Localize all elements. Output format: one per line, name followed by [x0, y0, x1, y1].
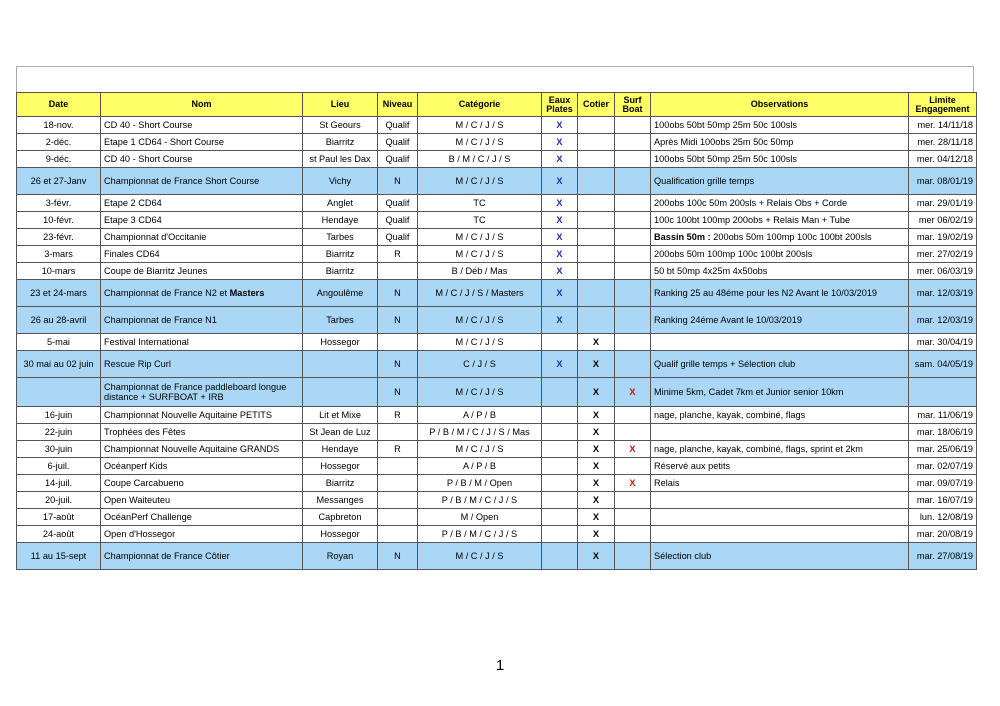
cell-categorie: M / Open	[418, 509, 542, 526]
table-row	[17, 134, 977, 151]
cell-categorie: P / B / M / Open	[418, 475, 542, 492]
cell-observations: 200obs 100c 50m 200sls + Relais Obs + Corde	[651, 195, 909, 212]
cell-lieu: Hossegor	[303, 526, 378, 543]
table-row	[17, 509, 977, 526]
cell-observations	[651, 424, 909, 441]
table-row	[17, 307, 977, 334]
cell-observations: Qualification grille temps	[651, 168, 909, 195]
cell-niveau	[378, 526, 418, 543]
cell-limite-engagement	[909, 378, 977, 407]
cell-surf-boat	[615, 195, 651, 212]
cell-observations: Bassin 50m : 200obs 50m 100mp 100c 100bt 200sls	[651, 229, 909, 246]
cell-surf-boat	[615, 117, 651, 134]
table-row	[17, 351, 977, 378]
cell-date: 14-juil.	[17, 475, 101, 492]
cell-observations	[651, 492, 909, 509]
cell-niveau	[378, 263, 418, 280]
cell-eaux-plates: X	[542, 307, 578, 334]
cell-niveau	[378, 458, 418, 475]
cell-limite-engagement: mar. 30/04/19	[909, 334, 977, 351]
cell-surf-boat	[615, 212, 651, 229]
cell-cotier	[578, 212, 615, 229]
cell-surf-boat	[615, 492, 651, 509]
cell-categorie: TC	[418, 195, 542, 212]
cell-surf-boat	[615, 458, 651, 475]
cell-surf-boat	[615, 407, 651, 424]
cell-eaux-plates: X	[542, 151, 578, 168]
cell-limite-engagement: mar. 12/03/19	[909, 307, 977, 334]
table-row	[17, 212, 977, 229]
cell-nom: Festival International	[101, 334, 303, 351]
cell-nom: Finales CD64	[101, 246, 303, 263]
table-row	[17, 229, 977, 246]
cell-date: 6-juil.	[17, 458, 101, 475]
cell-nom: Etape 3 CD64	[101, 212, 303, 229]
cell-lieu	[303, 378, 378, 407]
cell-surf-boat	[615, 168, 651, 195]
cell-niveau: R	[378, 441, 418, 458]
cell-nom: OcéanPerf Challenge	[101, 509, 303, 526]
cell-nom: Championnat de France Short Course	[101, 168, 303, 195]
cell-niveau: N	[378, 168, 418, 195]
cell-date: 10-mars	[17, 263, 101, 280]
table-body	[17, 117, 977, 570]
cell-date: 24-août	[17, 526, 101, 543]
cell-surf-boat	[615, 509, 651, 526]
cell-surf-boat	[615, 263, 651, 280]
table-row	[17, 151, 977, 168]
cell-nom: Rescue Rip Curl	[101, 351, 303, 378]
cell-lieu: Biarritz	[303, 134, 378, 151]
cell-cotier	[578, 229, 615, 246]
cell-niveau: Qualif	[378, 195, 418, 212]
cell-surf-boat	[615, 334, 651, 351]
cell-niveau: Qualif	[378, 151, 418, 168]
cell-limite-engagement: mer. 28/11/18	[909, 134, 977, 151]
cell-lieu: Biarritz	[303, 246, 378, 263]
cell-eaux-plates: X	[542, 212, 578, 229]
cell-niveau	[378, 475, 418, 492]
cell-limite-engagement: mar. 02/07/19	[909, 458, 977, 475]
cell-nom: Championnat de France Côtier	[101, 543, 303, 570]
cell-eaux-plates	[542, 492, 578, 509]
cell-categorie: M / C / J / S	[418, 117, 542, 134]
table-row	[17, 441, 977, 458]
cell-niveau: N	[378, 543, 418, 570]
header-categorie: Catégorie	[418, 93, 542, 117]
cell-niveau: R	[378, 407, 418, 424]
cell-cotier: X	[578, 526, 615, 543]
header-date: Date	[17, 93, 101, 117]
cell-eaux-plates	[542, 334, 578, 351]
cell-categorie: M / C / J / S	[418, 168, 542, 195]
cell-nom: Coupe de Biarritz Jeunes	[101, 263, 303, 280]
cell-lieu: Tarbes	[303, 229, 378, 246]
cell-cotier: X	[578, 407, 615, 424]
cell-surf-boat: X	[615, 441, 651, 458]
cell-cotier	[578, 263, 615, 280]
cell-categorie: M / C / J / S	[418, 543, 542, 570]
header-observations: Observations	[651, 93, 909, 117]
cell-surf-boat	[615, 351, 651, 378]
cell-limite-engagement: mer. 04/12/18	[909, 151, 977, 168]
cell-niveau	[378, 509, 418, 526]
cell-nom: Championnat d'Occitanie	[101, 229, 303, 246]
cell-date: 26 et 27-Janv	[17, 168, 101, 195]
cell-limite-engagement: mar. 09/07/19	[909, 475, 977, 492]
header-surf-boat: Surf Boat	[615, 93, 651, 117]
table-row	[17, 334, 977, 351]
cell-limite-engagement: mer. 14/11/18	[909, 117, 977, 134]
table-row	[17, 526, 977, 543]
cell-observations: nage, planche, kayak, combiné, flags	[651, 407, 909, 424]
cell-nom: CD 40 - Short Course	[101, 117, 303, 134]
cell-limite-engagement: mer. 27/02/19	[909, 246, 977, 263]
cell-date: 3-févr.	[17, 195, 101, 212]
table-row	[17, 168, 977, 195]
cell-surf-boat	[615, 151, 651, 168]
cell-limite-engagement: mar. 08/01/19	[909, 168, 977, 195]
cell-cotier	[578, 151, 615, 168]
cell-cotier: X	[578, 543, 615, 570]
cell-limite-engagement: mar. 11/06/19	[909, 407, 977, 424]
cell-categorie: B / M / C / J / S	[418, 151, 542, 168]
cell-eaux-plates	[542, 526, 578, 543]
cell-limite-engagement: mer. 06/03/19	[909, 263, 977, 280]
cell-observations: Sélection club	[651, 543, 909, 570]
cell-niveau: Qualif	[378, 212, 418, 229]
cell-nom: Trophées des Fêtes	[101, 424, 303, 441]
cell-eaux-plates: X	[542, 280, 578, 307]
cell-observations: 200obs 50m 100mp 100c 100bt 200sls	[651, 246, 909, 263]
cell-lieu: Capbreton	[303, 509, 378, 526]
table-row	[17, 378, 977, 407]
cell-cotier	[578, 280, 615, 307]
cell-surf-boat	[615, 307, 651, 334]
cell-date: 30 mai au 02 juin	[17, 351, 101, 378]
cell-eaux-plates	[542, 424, 578, 441]
cell-eaux-plates: X	[542, 117, 578, 134]
cell-cotier	[578, 307, 615, 334]
cell-niveau: N	[378, 307, 418, 334]
cell-lieu: Royan	[303, 543, 378, 570]
cell-eaux-plates	[542, 509, 578, 526]
cell-observations: Minime 5km, Cadet 7km et Junior senior 10km	[651, 378, 909, 407]
cell-eaux-plates: X	[542, 134, 578, 151]
cell-limite-engagement: mer 06/02/19	[909, 212, 977, 229]
cell-cotier: X	[578, 441, 615, 458]
cell-niveau: Qualif	[378, 229, 418, 246]
cell-lieu: Tarbes	[303, 307, 378, 334]
cell-cotier: X	[578, 334, 615, 351]
cell-categorie: M / C / J / S	[418, 441, 542, 458]
cell-observations: 100obs 50bt 50mp 25m 50c 100sls	[651, 117, 909, 134]
cell-nom: Etape 1 CD64 - Short Course	[101, 134, 303, 151]
cell-eaux-plates	[542, 378, 578, 407]
cell-cotier	[578, 168, 615, 195]
cell-observations	[651, 509, 909, 526]
cell-niveau	[378, 334, 418, 351]
table-row	[17, 458, 977, 475]
cell-lieu: Angoulême	[303, 280, 378, 307]
cell-categorie: M / C / J / S	[418, 378, 542, 407]
header-row	[17, 93, 977, 117]
cell-lieu: Hendaye	[303, 212, 378, 229]
cell-nom: CD 40 - Short Course	[101, 151, 303, 168]
table-row	[17, 424, 977, 441]
cell-observations: 100c 100bt 100mp 200obs + Relais Man + Tube	[651, 212, 909, 229]
cell-categorie: C / J / S	[418, 351, 542, 378]
cell-cotier	[578, 134, 615, 151]
cell-lieu: Anglet	[303, 195, 378, 212]
cell-lieu: Hendaye	[303, 441, 378, 458]
cell-lieu: Biarritz	[303, 263, 378, 280]
cell-observations: 50 bt 50mp 4x25m 4x50obs	[651, 263, 909, 280]
cell-cotier: X	[578, 492, 615, 509]
cell-nom: Championnat de France N2 et Masters	[101, 280, 303, 307]
cell-lieu: Messanges	[303, 492, 378, 509]
table-row	[17, 543, 977, 570]
cell-categorie: M / C / J / S	[418, 246, 542, 263]
cell-observations: Ranking 24éme Avant le 10/03/2019	[651, 307, 909, 334]
cell-observations: Ranking 25 au 48éme pour les N2 Avant le 10/03/2019	[651, 280, 909, 307]
table-row	[17, 407, 977, 424]
cell-lieu: Hossegor	[303, 334, 378, 351]
cell-lieu: St Geours	[303, 117, 378, 134]
cell-limite-engagement: sam. 04/05/19	[909, 351, 977, 378]
cell-categorie: M / C / J / S	[418, 307, 542, 334]
cell-niveau: R	[378, 246, 418, 263]
cell-nom: Coupe Carcabueno	[101, 475, 303, 492]
cell-observations: Réservé aux petits	[651, 458, 909, 475]
cell-categorie: M / C / J / S	[418, 334, 542, 351]
cell-date: 22-juin	[17, 424, 101, 441]
schedule-table	[16, 92, 977, 570]
cell-nom: Championnat Nouvelle Aquitaine PETITS	[101, 407, 303, 424]
cell-cotier	[578, 195, 615, 212]
cell-categorie: M / C / J / S	[418, 134, 542, 151]
cell-observations	[651, 334, 909, 351]
cell-limite-engagement: mar. 25/06/19	[909, 441, 977, 458]
page-number: 1	[495, 657, 505, 674]
header-cotier: Cotier	[578, 93, 615, 117]
cell-limite-engagement: mar. 20/08/19	[909, 526, 977, 543]
cell-categorie: A / P / B	[418, 458, 542, 475]
cell-niveau: N	[378, 351, 418, 378]
cell-niveau	[378, 424, 418, 441]
cell-date: 11 au 15-sept	[17, 543, 101, 570]
cell-date: 9-déc.	[17, 151, 101, 168]
cell-surf-boat	[615, 543, 651, 570]
cell-niveau: Qualif	[378, 117, 418, 134]
cell-date: 16-juin	[17, 407, 101, 424]
cell-observations: 100obs 50bt 50mp 25m 50c 100sls	[651, 151, 909, 168]
cell-cotier: X	[578, 351, 615, 378]
cell-lieu: Biarritz	[303, 475, 378, 492]
cell-cotier	[578, 246, 615, 263]
cell-observations	[651, 526, 909, 543]
cell-eaux-plates	[542, 441, 578, 458]
cell-lieu	[303, 351, 378, 378]
cell-cotier	[578, 117, 615, 134]
cell-date: 10-févr.	[17, 212, 101, 229]
cell-eaux-plates	[542, 475, 578, 492]
cell-nom: Championnat de France paddleboard longue distance + SURFBOAT + IRB	[101, 378, 303, 407]
cell-surf-boat: X	[615, 378, 651, 407]
cell-date: 18-nov.	[17, 117, 101, 134]
header-lieu: Lieu	[303, 93, 378, 117]
cell-surf-boat	[615, 526, 651, 543]
cell-eaux-plates	[542, 543, 578, 570]
cell-eaux-plates: X	[542, 229, 578, 246]
cell-date: 26 au 28-avril	[17, 307, 101, 334]
cell-surf-boat	[615, 280, 651, 307]
header-nom: Nom	[101, 93, 303, 117]
cell-observations: Qualif grille temps + Sélection club	[651, 351, 909, 378]
cell-lieu: St Jean de Luz	[303, 424, 378, 441]
cell-date: 30-juin	[17, 441, 101, 458]
cell-niveau: N	[378, 378, 418, 407]
cell-date: 5-mai	[17, 334, 101, 351]
cell-date: 17-août	[17, 509, 101, 526]
cell-eaux-plates: X	[542, 168, 578, 195]
cell-date: 23 et 24-mars	[17, 280, 101, 307]
table-row	[17, 263, 977, 280]
cell-nom: Championnat Nouvelle Aquitaine GRANDS	[101, 441, 303, 458]
table-row	[17, 475, 977, 492]
cell-categorie: A / P / B	[418, 407, 542, 424]
cell-categorie: P / B / M / C / J / S	[418, 526, 542, 543]
cell-categorie: P / B / M / C / J / S	[418, 492, 542, 509]
cell-lieu: Lit et Mixe	[303, 407, 378, 424]
table-row	[17, 280, 977, 307]
cell-nom: Open d'Hossegor	[101, 526, 303, 543]
cell-eaux-plates: X	[542, 263, 578, 280]
header-niveau: Niveau	[378, 93, 418, 117]
cell-nom: Etape 2 CD64	[101, 195, 303, 212]
cell-lieu: Hossegor	[303, 458, 378, 475]
cell-date: 3-mars	[17, 246, 101, 263]
cell-cotier: X	[578, 424, 615, 441]
cell-cotier: X	[578, 475, 615, 492]
cell-eaux-plates	[542, 407, 578, 424]
cell-categorie: M / C / J / S	[418, 229, 542, 246]
cell-lieu: st Paul les Dax	[303, 151, 378, 168]
cell-nom: Open Waiteuteu	[101, 492, 303, 509]
cell-categorie: B / Déb / Mas	[418, 263, 542, 280]
cell-categorie: M / C / J / S / Masters	[418, 280, 542, 307]
table-row	[17, 195, 977, 212]
cell-limite-engagement: mar. 29/01/19	[909, 195, 977, 212]
header-limite-engagement: Limite Engagement	[909, 93, 977, 117]
cell-nom: Championnat de France N1	[101, 307, 303, 334]
cell-cotier: X	[578, 378, 615, 407]
cell-niveau: N	[378, 280, 418, 307]
cell-eaux-plates	[542, 458, 578, 475]
cell-date	[17, 378, 101, 407]
cell-date: 2-déc.	[17, 134, 101, 151]
cell-limite-engagement: mar. 27/08/19	[909, 543, 977, 570]
cell-surf-boat	[615, 424, 651, 441]
cell-limite-engagement: mar. 12/03/19	[909, 280, 977, 307]
cell-observations: Relais	[651, 475, 909, 492]
cell-eaux-plates: X	[542, 246, 578, 263]
cell-eaux-plates: X	[542, 195, 578, 212]
cell-limite-engagement: mar. 16/07/19	[909, 492, 977, 509]
cell-surf-boat	[615, 246, 651, 263]
cell-niveau: Qualif	[378, 134, 418, 151]
cell-categorie: TC	[418, 212, 542, 229]
cell-nom: Océanperf Kids	[101, 458, 303, 475]
cell-niveau	[378, 492, 418, 509]
cell-observations: Après Midi 100obs 25m 50c 50mp	[651, 134, 909, 151]
cell-surf-boat: X	[615, 475, 651, 492]
cell-eaux-plates: X	[542, 351, 578, 378]
cell-limite-engagement: mar. 19/02/19	[909, 229, 977, 246]
table-row	[17, 117, 977, 134]
cell-cotier: X	[578, 458, 615, 475]
cell-date: 20-juil.	[17, 492, 101, 509]
cell-surf-boat	[615, 134, 651, 151]
page-frame	[16, 66, 974, 92]
cell-limite-engagement: mar. 18/06/19	[909, 424, 977, 441]
cell-cotier: X	[578, 509, 615, 526]
cell-categorie: P / B / M / C / J / S / Mas	[418, 424, 542, 441]
cell-observations: nage, planche, kayak, combiné, flags, sprint et 2km	[651, 441, 909, 458]
cell-limite-engagement: lun. 12/08/19	[909, 509, 977, 526]
header-eaux-plates: Eaux Plates	[542, 93, 578, 117]
cell-lieu: Vichy	[303, 168, 378, 195]
table-row	[17, 246, 977, 263]
table-row	[17, 492, 977, 509]
cell-date: 23-févr.	[17, 229, 101, 246]
cell-surf-boat	[615, 229, 651, 246]
